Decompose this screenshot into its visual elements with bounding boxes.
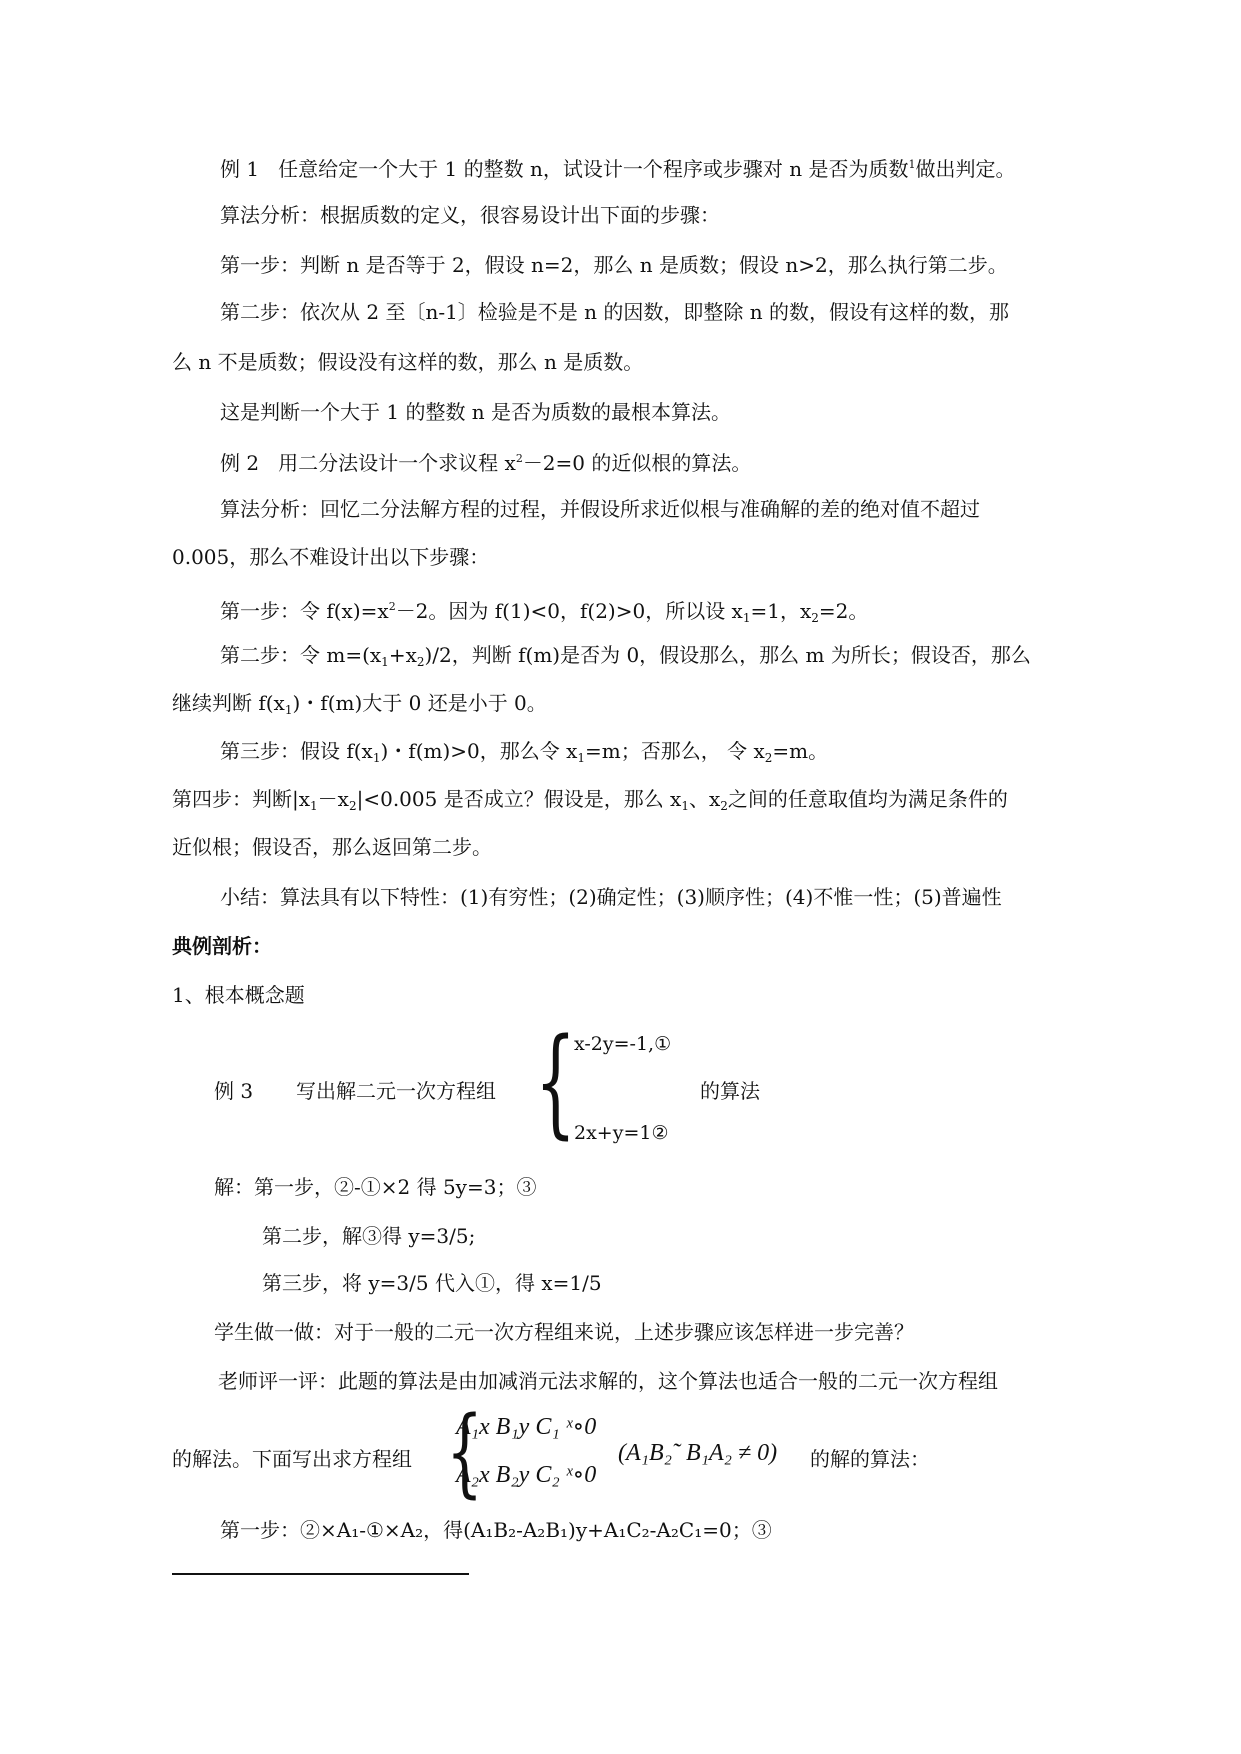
left-brace-icon: {	[534, 1012, 577, 1150]
general-eq2: A₂x B₂y C₂ ˣ∘0	[456, 1462, 597, 1488]
ex2-step1: 第一步：令 $f(x)=x^2-2$。因为 f(1)<0，f(2)>0，所以设 $x_1=1$，$x_2=2$。	[220, 599, 869, 625]
ex1-summary: 这是判断一个大于 1 的整数 n 是否为质数的最根本算法。	[220, 400, 732, 424]
footnote-rule	[172, 1573, 469, 1575]
general-step1: 第一步：②×A₁-①×A₂，得(A₁B₂-A₂B₁)y+A₁C₂-A₂C₁=0；③	[220, 1518, 772, 1542]
ex3-label: 例 3	[214, 1079, 254, 1103]
ex2-summary: 小结：算法具有以下特性：(1)有穷性；(2)确定性；(3)顺序性；(4)不惟一性；(5)普遍性	[220, 885, 1002, 909]
teacher-comment-end: 的解的算法：	[810, 1447, 930, 1471]
ex3-solution-step2: 第二步，解③得 y=3/5;	[262, 1224, 476, 1248]
system-eq2: 2x+y=1②	[574, 1122, 669, 1144]
ex2-analysis-line2: 0.005，那么不难设计出以下步骤：	[172, 545, 490, 569]
student-prompt: 学生做一做：对于一般的二元一次方程组来说，上述步骤应该怎样进一步完善？	[214, 1320, 914, 1344]
ex3-solution-step3: 第三步，将 y=3/5 代入①，得 x=1/5	[262, 1271, 602, 1295]
ex2-step3: 第三步：假设 $f(x_1)$・f(m)>0，那么令 $x_1=m$；否那么， 令 $x_2=m$。	[220, 739, 829, 765]
ex2-step4-line2: 近似根；假设否，那么返回第二步。	[172, 835, 492, 859]
teacher-comment-line2: 的解法。下面写出求方程组	[172, 1447, 412, 1471]
ex1-step1: 第一步：判断 n 是否等于 2，假设 n=2，那么 n 是质数；假设 n>2，那么执行第二步。	[220, 253, 1008, 277]
ex1-analysis: 算法分析：根据质数的定义，很容易设计出下面的步骤：	[220, 203, 720, 227]
ex2-analysis-line1: 算法分析：回忆二分法解方程的过程，并假设所求近似根与准确解的差的绝对值不超过	[220, 497, 980, 521]
footnote-mark: 1	[908, 158, 916, 171]
ex2-step2-line1: 第二步：令 $m=(x_1+x_2)/2$，判断 f(m)是否为 0，假设那么，那么 m 为所长；假设否，那么	[220, 643, 1031, 669]
determinant-condition: (A₁B₂˜ B₁A₂ ≠ 0)	[618, 1440, 778, 1466]
ex1-statement: 例 1 任意给定一个大于 1 的整数 n，试设计一个程序或步骤对 n 是否为质数$^1$做出判定。	[220, 157, 1016, 181]
ex1-step2-line1: 第二步：依次从 2 至〔n-1〕检验是不是 n 的因数，即整除 n 的数，假设有这样的数，那	[220, 300, 1009, 324]
left-brace-icon: {	[446, 1396, 483, 1508]
ex1-step2-line2: 么 n 不是质数；假设没有这样的数，那么 n 是质数。	[172, 350, 644, 374]
ex3-text-end: 的算法	[700, 1079, 760, 1103]
ex2-step4-line1: 第四步：判断$|x_1-x_2|<0.005$ 是否成立？假设是，那么 $x_1$、$x_2$之间的任意取值均为满足条件的	[172, 787, 1008, 813]
section-title: 典例剖析：	[172, 934, 272, 958]
ex2-statement: 例 2 用二分法设计一个求议程 $x^2-2=0$ 的近似根的算法。	[220, 451, 752, 475]
teacher-comment-line1: 老师评一评：此题的算法是由加减消元法求解的，这个算法也适合一般的二元一次方程组	[218, 1369, 998, 1393]
ex3-solution-step1: 解：第一步，②-①×2 得 5y=3；③	[214, 1175, 537, 1199]
ex3-text: 写出解二元一次方程组	[296, 1079, 496, 1103]
system-eq1: x-2y=-1,①	[574, 1033, 672, 1055]
subsection-title: 1、根本概念题	[172, 983, 305, 1007]
ex2-step2-line2: 继续判断 $f(x_1)$・f(m)大于 0 还是小于 0。	[172, 691, 547, 717]
general-eq1: A₁x B₁y C₁ ˣ∘0	[456, 1414, 597, 1440]
